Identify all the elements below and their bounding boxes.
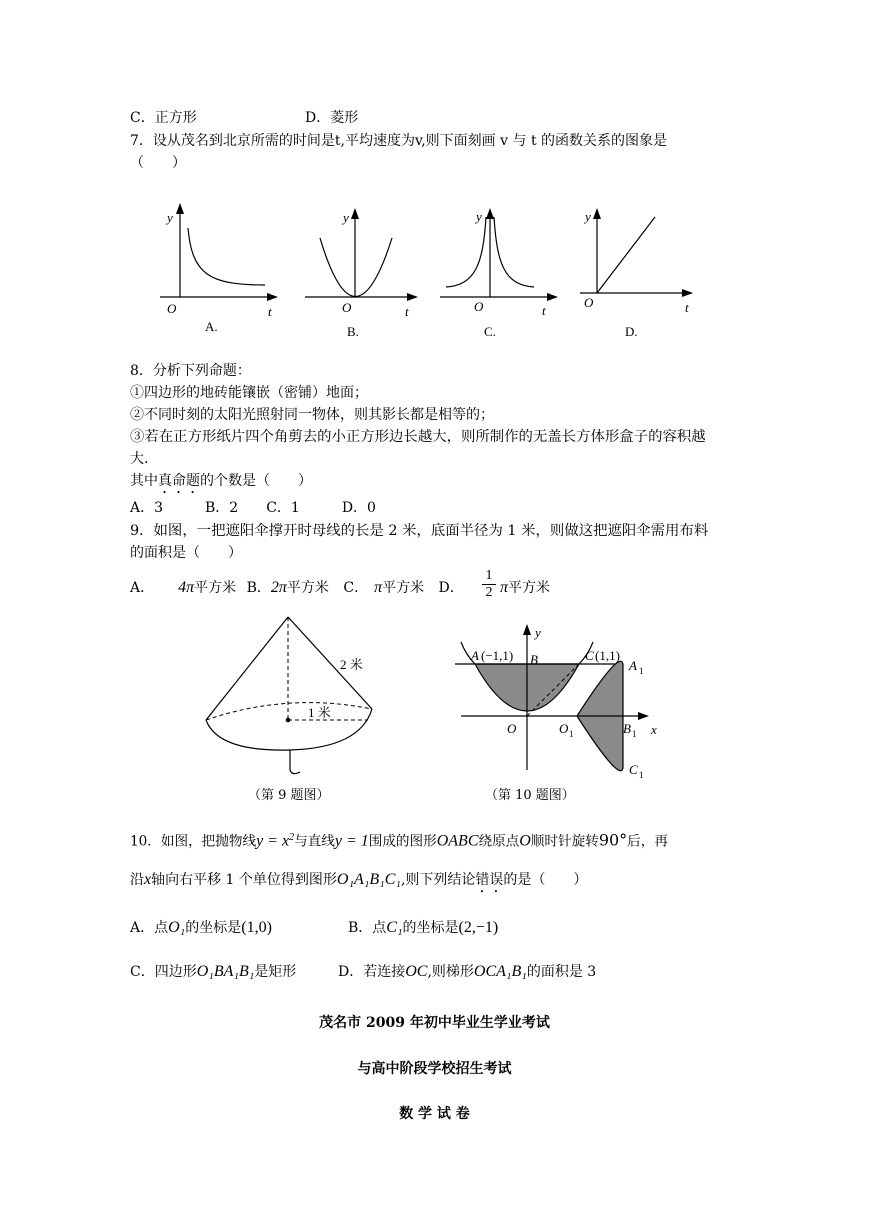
svg-text:1: 1 xyxy=(639,770,644,780)
q10-stem-cont: 沿x轴向右平移 1 个单位得到图形O₁A₁B₁C₁,则下列结论错误的是（ ） xyxy=(130,871,588,888)
q8-stem: 8．分析下列命题： xyxy=(130,363,251,379)
svg-text:y: y xyxy=(476,209,482,224)
svg-text:O: O xyxy=(342,300,352,315)
svg-text:O: O xyxy=(507,721,517,736)
q8-item1: ①四边形的地砖能镶嵌（密铺）地面； xyxy=(130,385,368,401)
graph-d-label: D. xyxy=(625,324,638,339)
q8-question: 其中真命题的个数是（ ） xyxy=(130,473,312,489)
q8-item2: ②不同时刻的太阳光照射同一物体，则其影长都是相等的； xyxy=(130,407,494,423)
svg-text:t: t xyxy=(405,304,409,319)
svg-text:(1,1): (1,1) xyxy=(595,648,620,663)
q9-stem-cont: 的面积是（ ） xyxy=(130,545,242,561)
q10-option-a: A．点O₁的坐标是(1,0) xyxy=(130,919,272,936)
option-d: D．菱形 xyxy=(305,110,359,126)
svg-text:A: A xyxy=(471,648,479,663)
q8-item3-cont: 大. xyxy=(130,451,149,467)
svg-text:t: t xyxy=(542,303,546,318)
graph-a-label: A. xyxy=(205,319,218,334)
q7-stem: 7．设从茂名到北京所需的时间是t,平均速度为v,则下面刻画 v 与 t 的函数关系的图象是 xyxy=(130,133,668,149)
q7-graph-a xyxy=(150,200,290,340)
svg-text:C: C xyxy=(629,762,638,777)
svg-text:O: O xyxy=(474,299,484,314)
exam-subject: 数 学 试 卷 xyxy=(399,1106,470,1122)
svg-text:B: B xyxy=(530,652,538,667)
q7-graph-c xyxy=(440,205,570,345)
q10-figure xyxy=(455,620,675,785)
exam-title-line1: 茂名市 2009 年初中毕业生学业考试 xyxy=(319,1015,550,1031)
q10-option-c: C．四边形O₁BA₁B₁是矩形 xyxy=(130,963,297,980)
q9-stem: 9．如图，一把遮阳伞撑开时母线的长是 2 米，底面半径为 1 米，则做这把遮阳伞需用布料 xyxy=(130,523,709,539)
origin-label: O xyxy=(167,301,177,316)
graph-c-label: C. xyxy=(484,324,496,339)
exam-title-line2: 与高中阶段学校招生考试 xyxy=(357,1061,512,1077)
q9-option-d-value: π平方米 xyxy=(500,579,551,596)
q9-options: A． 4π平方米 B．2π平方米 C． π平方米 D． xyxy=(130,579,464,596)
svg-text:B: B xyxy=(623,721,631,736)
q10-caption: （第 10 题图） xyxy=(485,788,575,803)
axis-x-label: t xyxy=(268,304,272,319)
q9-caption: （第 9 题图） xyxy=(248,788,330,803)
svg-text:x: x xyxy=(651,722,657,737)
q8-options: A．3 B．2 C．1 D．0 xyxy=(130,500,376,516)
q8-item3: ③若在正方形纸片四个角剪去的小正方形边长越大，则所制作的无盖长方体形盒子的容积越 xyxy=(130,429,706,445)
q10-stem: 10．如图，把抛物线$y = x^2$与直线y = 1围成的图形OABC绕原点O顺时针旋转90°后，再 xyxy=(130,830,668,850)
svg-text:y: y xyxy=(585,209,591,224)
svg-text:1: 1 xyxy=(569,729,574,739)
q10-option-b: B．点C₁的坐标是(2,−1) xyxy=(348,919,499,936)
graph-b-label: B. xyxy=(347,324,359,339)
svg-text:O: O xyxy=(559,721,569,736)
svg-text:C: C xyxy=(585,648,594,663)
q10-option-d: D．若连接OC,则梯形OCA₁B₁的面积是 3 xyxy=(338,963,597,980)
svg-text:1: 1 xyxy=(639,666,644,676)
svg-text:t: t xyxy=(685,300,689,315)
q9-umbrella-figure xyxy=(200,612,390,787)
svg-text:(−1,1): (−1,1) xyxy=(481,648,514,663)
q9-fraction: 1 2 xyxy=(482,568,496,601)
svg-text:y: y xyxy=(343,210,349,225)
svg-text:1: 1 xyxy=(632,729,637,739)
q7-bracket: （ ） xyxy=(130,155,186,171)
slant-label: 2 米 xyxy=(340,657,363,672)
axis-y-label: y xyxy=(167,210,173,225)
svg-text:O: O xyxy=(584,295,594,310)
q7-graph-b xyxy=(300,205,430,345)
svg-text:y: y xyxy=(535,625,541,640)
svg-text:A: A xyxy=(629,658,637,673)
q7-graph-d xyxy=(575,205,705,345)
option-c: C．正方形 xyxy=(130,110,197,126)
radius-label: 1 米 xyxy=(308,705,331,720)
